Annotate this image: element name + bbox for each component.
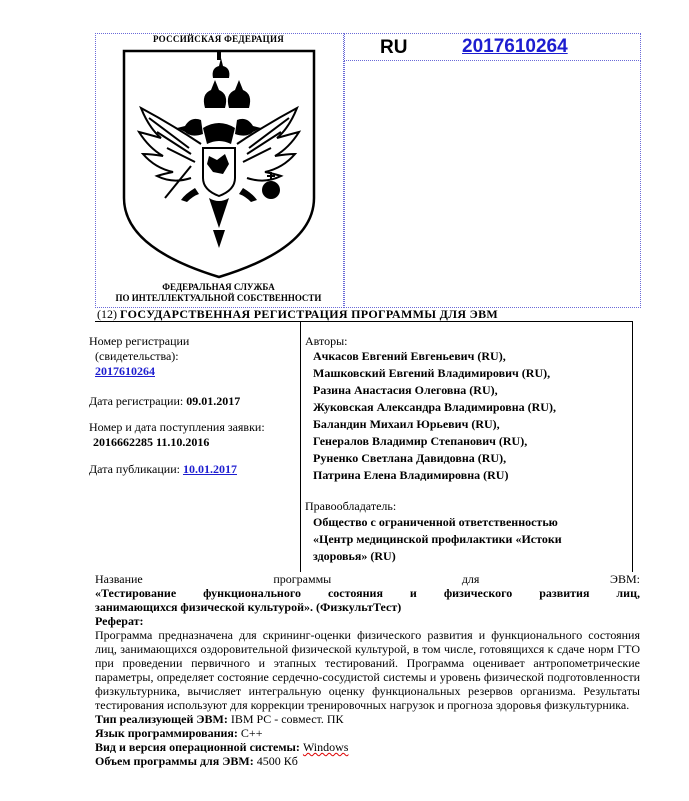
author-item: Разина Анастасия Олеговна (RU), bbox=[313, 383, 498, 397]
authors-label: Авторы: bbox=[305, 334, 348, 348]
document-type-heading bbox=[97, 307, 498, 322]
program-name-line-1: «Тестирование функционального состояния и физического развития лиц, bbox=[95, 586, 640, 600]
bibliographic-right-column bbox=[305, 334, 630, 565]
publication-date-link[interactable]: 10.01.2017 bbox=[182, 462, 237, 476]
coat-of-arms-emblem bbox=[121, 48, 317, 280]
computer-type-value: IBM PC - совмест. ПК bbox=[230, 712, 344, 726]
author-item: Баландин Михаил Юрьевич (RU), bbox=[313, 417, 500, 431]
document-type-title: ГОСУДАРСТВЕННАЯ РЕГИСТРАЦИЯ ПРОГРАММЫ ДЛЯ ЭВМ bbox=[120, 307, 499, 321]
abstract-figure-frame bbox=[344, 60, 641, 308]
author-item: Генералов Владимир Степанович (RU), bbox=[313, 434, 528, 448]
abstract-label: Реферат: bbox=[95, 614, 144, 628]
holder-line: Общество с ограниченной ответственностью bbox=[313, 515, 558, 529]
reg-number-link[interactable]: 2017610264 bbox=[95, 364, 155, 378]
application-value: 2016662285 11.10.2016 bbox=[93, 435, 210, 449]
program-name-label-word-4: ЭВМ: bbox=[610, 572, 640, 586]
program-name-label-word-2: программы bbox=[273, 572, 332, 586]
language-label: Язык программирования: bbox=[95, 726, 238, 740]
holder-line: «Центр медицинской профилактики «Истоки bbox=[313, 532, 562, 546]
program-name-label-word-3: для bbox=[461, 572, 480, 586]
inid-code-12: (12) bbox=[97, 307, 117, 321]
author-item: Патрина Елена Владимировна (RU) bbox=[313, 468, 509, 482]
country-code: RU bbox=[380, 37, 408, 58]
reg-date-value: 09.01.2017 bbox=[186, 394, 241, 408]
os-label: Вид и версия операционной системы: bbox=[95, 740, 300, 754]
publication-date-label: Дата публикации: bbox=[89, 462, 180, 476]
program-size-value: 4500 Кб bbox=[256, 754, 298, 768]
registration-number-link[interactable]: 2017610264 bbox=[462, 36, 568, 57]
reg-date-label: Дата регистрации: bbox=[89, 394, 184, 408]
holder-line: здоровья» (RU) bbox=[313, 549, 396, 563]
holder-label: Правообладатель: bbox=[305, 499, 397, 513]
author-item: Машковский Евгений Владимирович (RU), bbox=[313, 366, 551, 380]
language-value: C++ bbox=[240, 726, 263, 740]
table-top-border bbox=[95, 321, 633, 322]
os-value: Windows bbox=[302, 740, 349, 754]
agency-line-1: ФЕДЕРАЛЬНАЯ СЛУЖБА bbox=[162, 282, 275, 292]
country-title: РОССИЙСКАЯ ФЕДЕРАЦИЯ bbox=[152, 34, 285, 44]
author-item: Ачкасов Евгений Евгеньевич (RU), bbox=[313, 349, 506, 363]
author-item: Руненко Светлана Давидовна (RU), bbox=[313, 451, 507, 465]
program-name-label bbox=[95, 572, 640, 586]
authors-list bbox=[305, 348, 630, 484]
computer-type-label: Тип реализующей ЭВМ: bbox=[95, 712, 228, 726]
abstract-text: Программа предназначена для скрининг-оценки физического развития и функционального состояния лиц, занимающихся оздоровительной физической культурой, в том числе, готовящихся к сдаче норм ГТО при проведении первичного и этапных тестирований. Программа оценивает антропометрические параметры, определяет состояние сердечно-сосудистой системы и уровень физической подготовленности физкультурника, вычисляет интегральную оценку функциональных резервов организма. Результаты тестирования используют для коррекции тренировочных нагрузок и прогноза здоровья физкультурника. bbox=[95, 628, 640, 712]
column-divider bbox=[300, 321, 301, 572]
program-size-label: Объем программы для ЭВМ: bbox=[95, 754, 254, 768]
program-description bbox=[95, 572, 640, 768]
application-label: Номер и дата поступления заявки: bbox=[89, 420, 265, 434]
program-name-label-word-1: Название bbox=[95, 572, 143, 586]
program-name-line-2: занимающихся физической культурой». (ФизкультТест) bbox=[95, 600, 402, 614]
bibliographic-left-column bbox=[89, 334, 299, 477]
author-item: Жуковская Александра Владимировна (RU), bbox=[313, 400, 556, 414]
reg-number-label-2: (свидетельства): bbox=[95, 349, 179, 363]
agency-name bbox=[95, 282, 342, 304]
holder-value bbox=[305, 514, 630, 565]
table-right-border bbox=[632, 321, 633, 572]
agency-line-2: ПО ИНТЕЛЛЕКТУАЛЬНОЙ СОБСТВЕННОСТИ bbox=[115, 293, 322, 303]
reg-number-label-1: Номер регистрации bbox=[89, 334, 190, 348]
